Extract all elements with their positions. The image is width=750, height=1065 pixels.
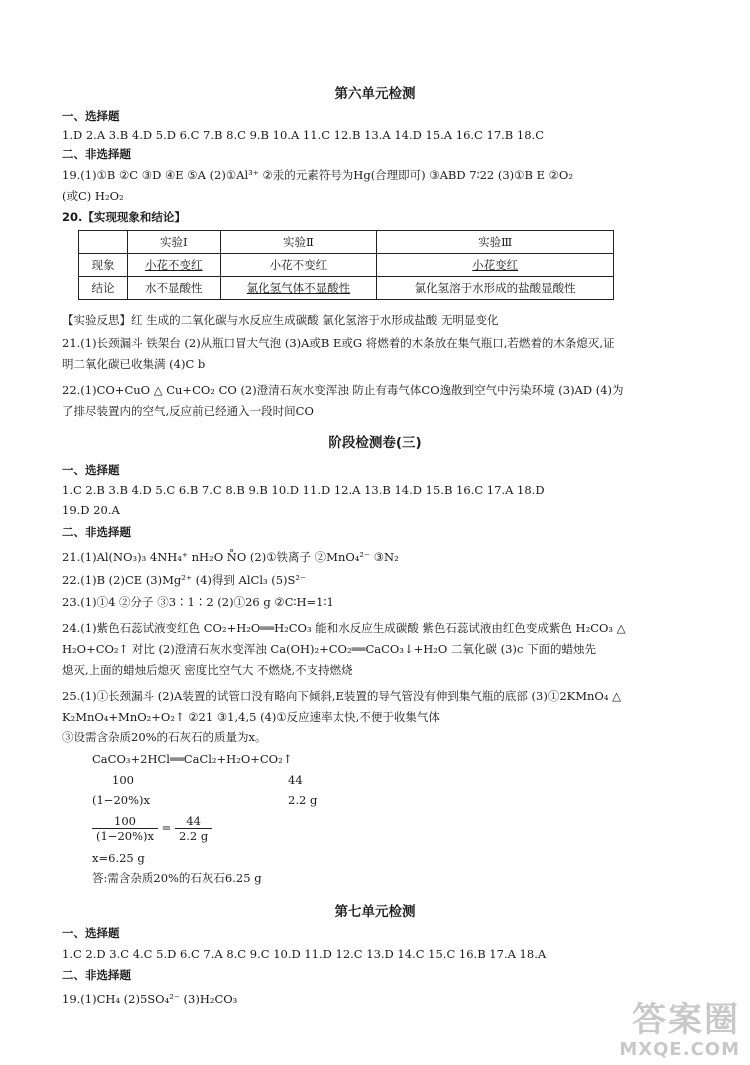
unit6-q20-heading: 20.【实现现象和结论】	[62, 210, 186, 224]
watermark-logo: 答案圈	[632, 1000, 740, 1040]
fraction-denominator: (1−20%)x	[96, 829, 154, 843]
calc-result: x=6.25 g	[92, 851, 145, 865]
stage3-q25-line1: 25.(1)①长颈漏斗 (2)A装置的试管口没有略向下倾斜,E装置的导气管没有伸到集气瓶的底部 (3)①2KMnO₄ △	[62, 689, 621, 703]
answer-item: 15.A	[425, 128, 453, 142]
answer-item: 17.B	[486, 128, 514, 142]
stage3-choice-line2: 19.D 20.A	[62, 503, 120, 517]
unit7-choice-heading: 一、选择题	[62, 926, 120, 940]
stage3-nonchoice-heading: 二、非选择题	[62, 525, 131, 539]
answer-item: 10.A	[272, 128, 300, 142]
table-cell: 氯化氢气体不显酸性	[220, 277, 377, 300]
answer-item: 16.C	[455, 128, 483, 142]
calc-molar-mass-co2: 44	[288, 773, 303, 787]
unit7-title: 第七单元检测	[334, 904, 416, 920]
unit6-q22-line2: 了排尽装置内的空气,反应前已经通入一段时间CO	[62, 404, 314, 418]
calc-answer: 答:需含杂质20%的石灰石6.25 g	[92, 871, 262, 885]
answer-item: 13.A	[364, 128, 391, 142]
calc-proportion	[92, 814, 212, 843]
table-header-cell: 实验Ⅰ	[128, 231, 221, 254]
unit6-q19-line1: 19.(1)①B ②C ③D ④E ⑤A (2)①Al³⁺ ②汞的元素符号为Hg(合理即可) ③ABD 7∶22 (3)①B E ②O₂	[62, 168, 573, 182]
stage3-q24-line3: 熄灭,上面的蜡烛后熄灭 密度比空气大 不燃烧,不支持燃烧	[62, 663, 353, 677]
unit7-nonchoice-heading: 二、非选择题	[62, 968, 131, 982]
stage3-choice-heading: 一、选择题	[62, 463, 120, 477]
unit7-q19: 19.(1)CH₄ (2)5SO₄²⁻ (3)H₂CO₃	[62, 992, 238, 1006]
unit6-q21-line1: 21.(1)长颈漏斗 铁架台 (2)从瓶口冒大气泡 (3)A或B E或G 将燃着的木条放在集气瓶口,若燃着的木条熄灭,证	[62, 336, 615, 350]
stage3-q21: 21.(1)Al(NO₃)₃ 4NH₄⁺ nH₂O N̊O (2)①铁离子 ②MnO₄²⁻ ③N₂	[62, 550, 399, 564]
answer-item: 7.B	[203, 128, 223, 142]
answer-item: 12.B	[333, 128, 361, 142]
unit6-choice-heading: 一、选择题	[62, 109, 120, 123]
watermark-url: MXQE.COM	[619, 1039, 740, 1060]
stage3-choice-line1: 1.C 2.B 3.B 4.D 5.C 6.B 7.C 8.B 9.B 10.D 11.D 12.A 13.B 14.D 15.B 16.C 17.A 18.D	[62, 483, 545, 497]
answer-item: 8.C	[226, 128, 246, 142]
answer-item: 6.C	[179, 128, 200, 142]
stage3-q24-line1: 24.(1)紫色石蕊试液变红色 CO₂+H₂O══H₂CO₃ 能和水反应生成碳酸 紫色石蕊试液由红色变成紫色 H₂CO₃ △	[62, 621, 626, 635]
table-cell: 小花不变红	[128, 254, 221, 277]
stage3-q25-line2: K₂MnO₄+MnO₂+O₂↑ ②21 ③1,4,5 (4)①反应速率太快,不便于收集气体	[62, 710, 440, 724]
unit7-choice-answers: 1.C 2.D 3.C 4.C 5.D 6.C 7.A 8.C 9.C 10.D 11.D 12.C 13.D 14.C 15.C 16.B 17.A 18.A	[62, 947, 547, 961]
stage3-q25-line3: ③设需含杂质20%的石灰石的质量为x。	[62, 730, 267, 744]
unit6-choice-answers	[62, 127, 544, 143]
unit6-q21-line2: 明二氧化碳已收集满 (4)C b	[62, 357, 206, 371]
table-row	[79, 254, 614, 277]
table-cell: 小花不变红	[220, 254, 377, 277]
table-row-label: 现象	[79, 254, 128, 277]
answer-item: 1.D	[62, 128, 83, 142]
unit6-nonchoice-heading: 二、非选择题	[62, 147, 131, 161]
calc-equation: CaCO₃+2HCl══CaCl₂+H₂O+CO₂↑	[92, 752, 293, 766]
equals-sign: =	[161, 820, 172, 835]
experiment-table	[78, 230, 614, 300]
fraction-left	[92, 814, 158, 843]
table-row-label: 结论	[79, 277, 128, 300]
table-row	[79, 277, 614, 300]
fraction-right	[175, 814, 212, 843]
answer-item: 5.D	[155, 128, 176, 142]
table-cell: 水不显酸性	[128, 277, 221, 300]
calc-molar-mass-caco3: 100	[112, 773, 134, 787]
fraction-denominator: 2.2 g	[178, 829, 209, 843]
unit6-q19-line2: (或C) H₂O₂	[62, 189, 124, 203]
stage3-title: 阶段检测卷(三)	[328, 435, 422, 451]
answer-item: 2.A	[85, 128, 106, 142]
calc-co2-mass: 2.2 g	[288, 793, 318, 807]
answer-item: 3.B	[108, 128, 129, 142]
unit6-q20-reflection: 【实验反思】红 生成的二氧化碳与水反应生成碳酸 氯化氢溶于水形成盐酸 无明显变化	[62, 313, 499, 327]
stage3-q24-line2: H₂O+CO₂↑ 对比 (2)澄清石灰水变浑浊 Ca(OH)₂+CO₂══CaCO₃↓+H₂O 二氧化碳 (3)c 下面的蜡烛先	[62, 642, 596, 656]
answer-item: 18.C	[516, 128, 544, 142]
table-header-cell	[79, 231, 128, 254]
answer-item: 4.D	[131, 128, 153, 142]
answer-item: 11.C	[302, 128, 331, 142]
table-cell: 小花变红	[377, 254, 614, 277]
table-header-cell: 实验Ⅲ	[377, 231, 614, 254]
unit6-q22-line1: 22.(1)CO+CuO △ Cu+CO₂ CO (2)澄清石灰水变浑浊 防止有毒气体CO逸散到空气中污染环境 (3)AD (4)为	[62, 383, 624, 397]
fraction-numerator: 100	[92, 814, 158, 829]
answer-item: 14.D	[394, 128, 422, 142]
table-header-row	[79, 231, 614, 254]
table-cell: 氯化氢溶于水形成的盐酸显酸性	[377, 277, 614, 300]
stage3-q22: 22.(1)B (2)CE (3)Mg²⁺ (4)得到 AlCl₃ (5)S²⁻	[62, 573, 307, 587]
answer-item: 9.B	[249, 128, 270, 142]
calc-unknown-mass: (1−20%)x	[92, 793, 150, 807]
stage3-q23: 23.(1)①4 ②分子 ③3∶1∶2 (2)①26 g ②C∶H=1∶1	[62, 595, 334, 609]
site-watermark	[570, 1001, 740, 1061]
fraction-numerator: 44	[175, 814, 212, 829]
table-header-cell: 实验Ⅱ	[220, 231, 377, 254]
unit6-title: 第六单元检测	[334, 86, 416, 102]
